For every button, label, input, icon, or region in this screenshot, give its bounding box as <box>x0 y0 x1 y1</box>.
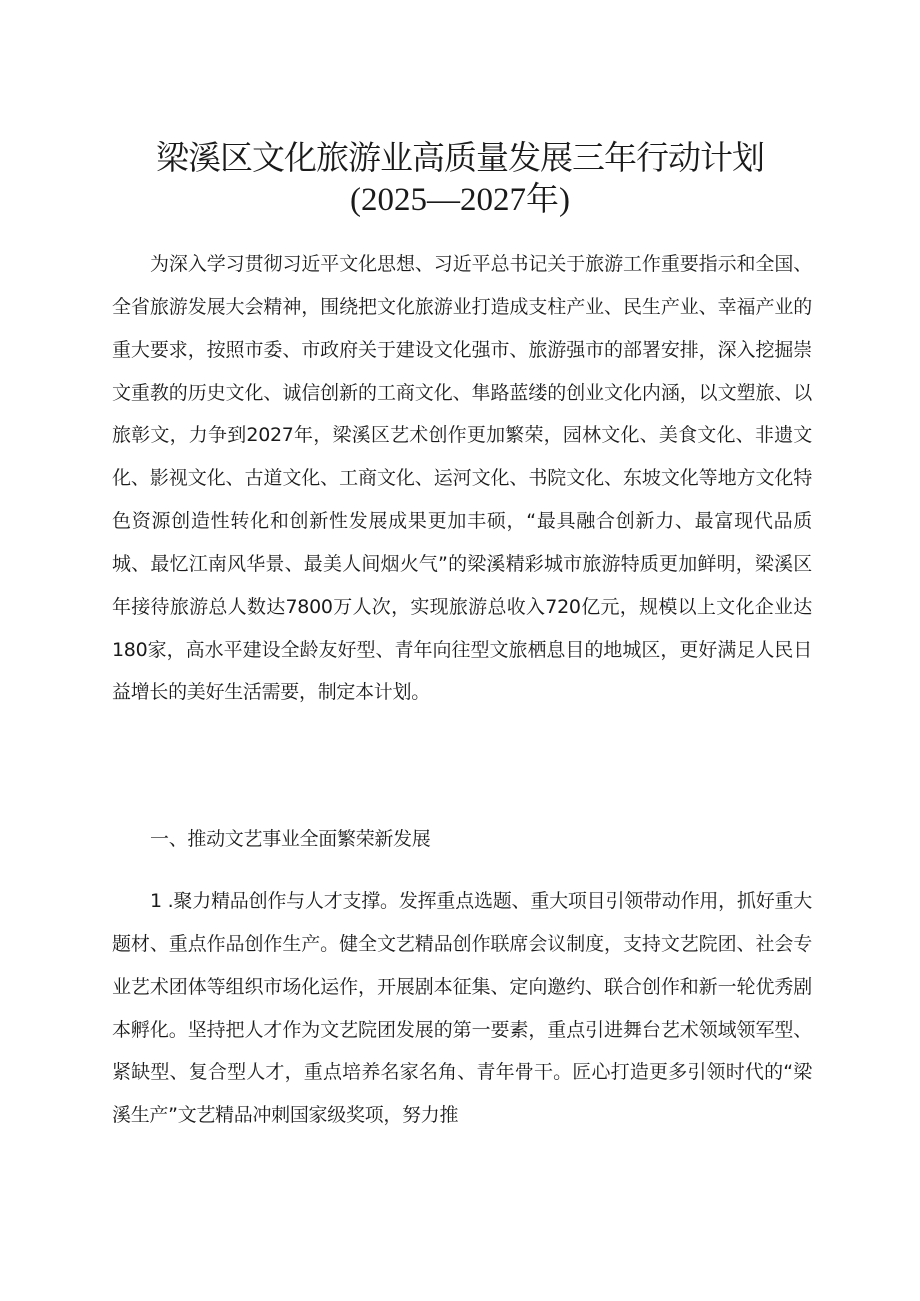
intro-paragraph: 为深入学习贯彻习近平文化思想、习近平总书记关于旅游工作重要指示和全国、全省旅游发展大会精神，围绕把文化旅游业打造成支柱产业、民生产业、幸福产业的重大要求，按照市委、市政府关于建设文化强市、旅游强市的部署安排，深入挖掘崇文重教的历史文化、诚信创新的工商文化、隼路蓝缕的创业文化内涵，以文塑旅、以旅彰文，力争到2027年，梁溪区艺术创作更加繁荣，园林文化、美食文化、非遗文化、影视文化、古道文化、工商文化、运河文化、书院文化、东坡文化等地方文化特色资源创造性转化和创新性发展成果更加丰硕，“最具融合创新力、最富现代品质城、最忆江南风华景、最美人间烟火气”的梁溪精彩城市旅游特质更加鲜明，梁溪区年接待旅游总人数达7800万人次，实现旅游总收入720亿元，规模以上文化企业达180家，高水平建设全龄友好型、青年向往型文旅栖息目的地城区，更好满足人民日益增长的美好生活需要，制定本计划。 <box>112 253 812 704</box>
item-paragraph-1: 1 .聚力精品创作与人才支撑。发挥重点选题、重大项目引领带动作用，抓好重大题材、重点作品创作生产。健全文艺精品创作联席会议制度，支持文艺院团、社会专业艺术团体等组织市场化运作，开展剧本征集、定向邀约、联合创作和新一轮优秀剧本孵化。坚持把人才作为文艺院团发展的第一要素，重点引进舞台艺术领域领军型、紧缺型、复合型人才，重点培养名家名角、青年骨干。匠心打造更多引领时代的“梁溪生产”文艺精品冲刺国家级奖项，努力推 <box>112 890 812 1127</box>
document-subtitle-years: (2025—2027年) <box>350 182 570 218</box>
document-title: 梁溪区文化旅游业高质量发展三年行动计划 <box>156 138 764 177</box>
section-heading-1: 一、推动文艺事业全面繁荣新发展 <box>150 828 431 850</box>
